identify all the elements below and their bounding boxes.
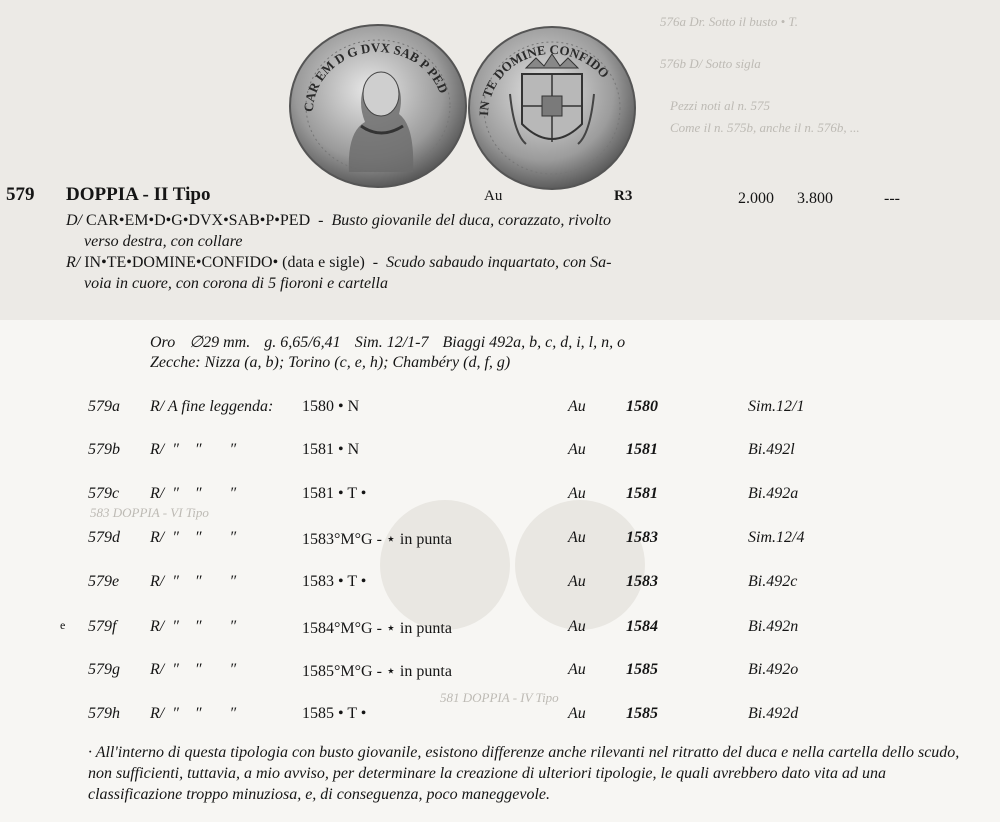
variant-year: 1581 <box>626 441 658 458</box>
variant-metal: Au <box>568 661 586 678</box>
variant-metal: Au <box>568 618 586 635</box>
variant-metal: Au <box>568 705 586 722</box>
variant-reference: Bi.492o <box>748 661 799 678</box>
variant-row <box>0 485 1000 507</box>
variant-row <box>0 705 1000 727</box>
price-3: --- <box>884 190 900 207</box>
spec-diameter: ∅29 mm. <box>189 334 251 351</box>
variant-reference: Sim.12/4 <box>748 529 805 546</box>
variant-reverse: R/ ″ ″ ″ <box>150 661 237 678</box>
variant-year: 1583 <box>626 529 658 546</box>
specifications <box>150 332 635 352</box>
variant-reference: Bi.492n <box>748 618 799 635</box>
variant-row <box>0 618 1000 640</box>
obverse-prefix: D/ <box>66 212 82 229</box>
variant-id: 579b <box>88 441 120 458</box>
coin-reverse-image <box>466 24 638 192</box>
spec-sim: Sim. 12/1-7 <box>354 334 429 351</box>
variant-id: 579a <box>88 398 120 415</box>
variant-metal: Au <box>568 441 586 458</box>
coin-obverse-image <box>287 22 469 190</box>
obverse-description <box>66 210 706 252</box>
variant-metal: Au <box>568 398 586 415</box>
coin-obverse-legend: CAR EM D G DVX SAB P PED <box>300 39 452 113</box>
mints: Zecche: Nizza (a, b); Torino (c, e, h); Chambéry (d, f, g) <box>150 354 511 371</box>
coin-reverse-legend: IN TE DOMINE CONFIDO <box>475 41 613 117</box>
variant-reverse: R/ A fine leggenda: <box>150 398 274 415</box>
variant-reference: Bi.492a <box>748 485 799 502</box>
reverse-desc-line-1: Scudo sabaudo inquartato, con Sa- <box>386 254 612 271</box>
variant-reverse: R/ ″ ″ ″ <box>150 485 237 502</box>
variant-year: 1581 <box>626 485 658 502</box>
spec-biaggi: Biaggi 492a, b, c, d, i, l, n, o <box>442 334 626 351</box>
variant-reverse: R/ ″ ″ ″ <box>150 529 237 546</box>
variant-id: 579h <box>88 705 120 722</box>
variant-legend: 1581 • N <box>302 441 360 458</box>
variant-id: 579c <box>88 485 120 502</box>
ghost-coin <box>380 500 510 630</box>
obverse-legend: CAR•EM•D•G•DVX•SAB•P•PED <box>86 212 311 229</box>
variant-mark: e <box>60 618 66 632</box>
obverse-separator: - <box>310 212 332 229</box>
variant-legend: 1585 • T • <box>302 705 367 722</box>
ghost-text: 576a Dr. Sotto il busto • T. <box>660 14 798 29</box>
reverse-description <box>66 252 706 294</box>
variant-row <box>0 573 1000 595</box>
variant-legend: 1584°M°G - ⋆ in punta <box>302 620 452 637</box>
ghost-text: Pezzi noti al n. 575 <box>670 98 771 113</box>
ghost-coin <box>515 500 645 630</box>
ghost-text: 576b D/ Sotto sigla <box>660 56 761 71</box>
variant-year: 1583 <box>626 573 658 590</box>
ghost-text: Come il n. 575b, anche il n. 576b, ... <box>670 120 860 135</box>
reverse-legend: IN•TE•DOMINE•CONFIDO• <box>84 254 279 271</box>
obverse-desc-line-2: verso destra, con collare <box>84 233 243 250</box>
variant-reference: Bi.492d <box>748 705 799 722</box>
reverse-prefix: R/ <box>66 254 81 271</box>
variant-reference: Sim.12/1 <box>748 398 805 415</box>
variant-year: 1584 <box>626 618 658 635</box>
reverse-extra: (data e sigle) <box>282 254 365 271</box>
price-2: 3.800 <box>797 190 833 207</box>
variant-metal: Au <box>568 529 586 546</box>
variant-year: 1580 <box>626 398 658 415</box>
variant-legend: 1585°M°G - ⋆ in punta <box>302 663 452 680</box>
variant-legend: 1580 • N <box>302 398 360 415</box>
obverse-desc-line-1: Busto giovanile del duca, corazzato, rivolto <box>331 212 611 229</box>
variant-id: 579f <box>88 618 117 635</box>
variant-metal: Au <box>568 485 586 502</box>
variant-reverse: R/ ″ ″ ″ <box>150 705 237 722</box>
ghost-text: 581 DOPPIA - IV Tipo <box>440 690 559 705</box>
catalogue-rarity: R3 <box>614 188 633 204</box>
variant-row <box>0 661 1000 683</box>
spec-weight: g. 6,65/6,41 <box>264 334 341 351</box>
ghost-text: 583 DOPPIA - VI Tipo <box>90 505 209 520</box>
spec-metal: Oro <box>150 334 176 351</box>
variant-reverse: R/ ″ ″ ″ <box>150 441 237 458</box>
catalogue-metal: Au <box>484 188 503 204</box>
variant-reverse: R/ ″ ″ ″ <box>150 573 237 590</box>
price-1: 2.000 <box>738 190 774 207</box>
reverse-desc-line-2: voia in cuore, con corona di 5 fioroni e cartella <box>84 275 388 292</box>
closing-note: · All'interno di questa tipologia con busto giovanile, esistono differenze anche rilevanti nel ritratto del duca e nella cartella dello scudo, non sufficienti, tuttavia, a mio avviso, per determinare la creazione di ulteriori tipologie, le quali avrebbero dato vita ad una classificazione troppo minuziosa, e, di conseguenza, poco maneggevole. <box>88 744 960 803</box>
variant-row <box>0 398 1000 420</box>
variant-legend: 1583 • T • <box>302 573 367 590</box>
variant-year: 1585 <box>626 661 658 678</box>
variant-row <box>0 441 1000 463</box>
variant-metal: Au <box>568 573 586 590</box>
variant-id: 579e <box>88 573 120 590</box>
variant-legend: 1581 • T • <box>302 485 367 502</box>
variant-reference: Bi.492c <box>748 573 798 590</box>
catalogue-number: 579 <box>6 184 35 205</box>
variant-id: 579g <box>88 661 120 678</box>
catalogue-title: DOPPIA - II Tipo <box>66 184 211 205</box>
variant-legend: 1583°M°G - ⋆ in punta <box>302 531 452 548</box>
variant-reference: Bi.492l <box>748 441 795 458</box>
variant-row <box>0 529 1000 551</box>
reverse-separator: - <box>364 254 387 271</box>
variant-id: 579d <box>88 529 120 546</box>
variant-reverse: R/ ″ ″ ″ <box>150 618 237 635</box>
variant-year: 1585 <box>626 705 658 722</box>
